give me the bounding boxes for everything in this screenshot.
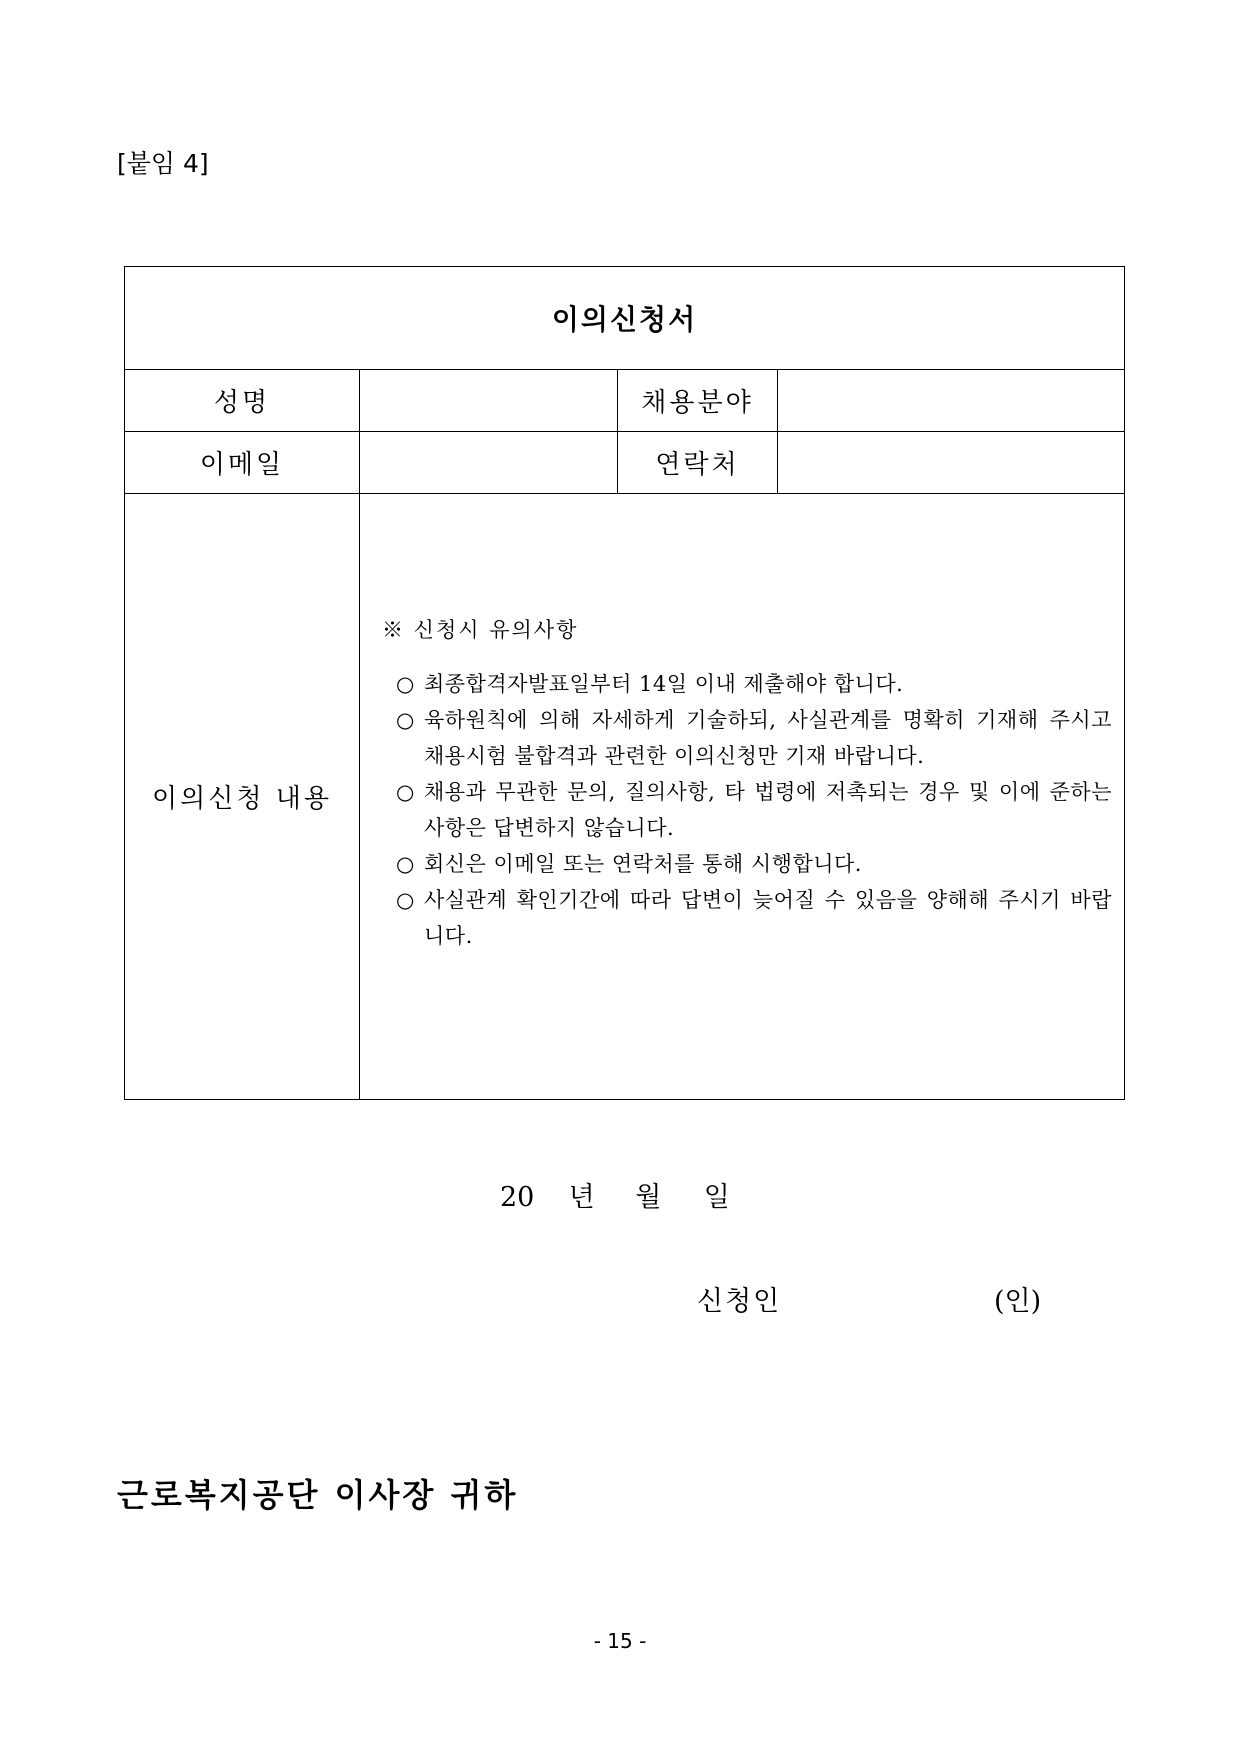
attachment-label: [붙임 4] <box>117 149 209 178</box>
note-text: 채용과 무관한 문의, 질의사항, 타 법령에 저촉되는 경우 및 이에 준하는 사항은 답변하지 않습니다. <box>424 780 1112 840</box>
date-year-prefix: 20 <box>500 1182 535 1213</box>
notes-block <box>382 614 1112 954</box>
contact-label: 연락처 <box>618 432 778 494</box>
addressee: 근로복지공단 이사장 귀하 <box>117 1476 519 1514</box>
circle-bullet-icon: ○ <box>396 708 415 732</box>
name-field[interactable] <box>360 370 618 432</box>
date-year-label: 년 <box>568 1182 595 1213</box>
form-title: 이의신청서 <box>551 303 698 336</box>
date-month-label: 월 <box>635 1182 662 1213</box>
objection-form-table <box>124 266 1125 1100</box>
note-text: 회신은 이메일 또는 연락처를 통해 시행합니다. <box>424 852 862 876</box>
circle-bullet-icon: ○ <box>396 672 415 696</box>
recruitment-field-label: 채용분야 <box>618 370 778 432</box>
circle-bullet-icon: ○ <box>396 852 415 876</box>
note-item <box>382 666 1112 702</box>
form-title-cell <box>125 267 1125 370</box>
name-label: 성명 <box>125 370 360 432</box>
notes-heading: ※ 신청시 유의사항 <box>382 618 579 642</box>
email-field[interactable] <box>360 432 618 494</box>
applicant-label: 신청인 <box>697 1286 782 1317</box>
note-text: 육하원칙에 의해 자세하게 기술하되, 사실관계를 명확히 기재해 주시고 채용시험 불합격과 관련한 이의신청만 기재 바랍니다. <box>424 708 1112 768</box>
note-item <box>382 774 1112 846</box>
note-item <box>382 702 1112 774</box>
date-day-label: 일 <box>703 1182 730 1213</box>
recruitment-field-field[interactable] <box>778 370 1125 432</box>
circle-bullet-icon: ○ <box>396 888 415 912</box>
note-text: 사실관계 확인기간에 따라 답변이 늦어질 수 있음을 양해해 주시기 바랍니다. <box>424 888 1112 948</box>
page-number: - 15 - <box>593 1629 647 1653</box>
content-label: 이의신청 내용 <box>125 494 360 1100</box>
note-item <box>382 882 1112 954</box>
email-label: 이메일 <box>125 432 360 494</box>
contact-field[interactable] <box>778 432 1125 494</box>
note-text: 최종합격자발표일부터 14일 이내 제출해야 합니다. <box>424 672 904 696</box>
note-item <box>382 846 1112 882</box>
date-line <box>500 1175 730 1214</box>
circle-bullet-icon: ○ <box>396 780 415 804</box>
seal-label: (인) <box>994 1286 1042 1317</box>
content-field[interactable] <box>360 494 1125 1100</box>
